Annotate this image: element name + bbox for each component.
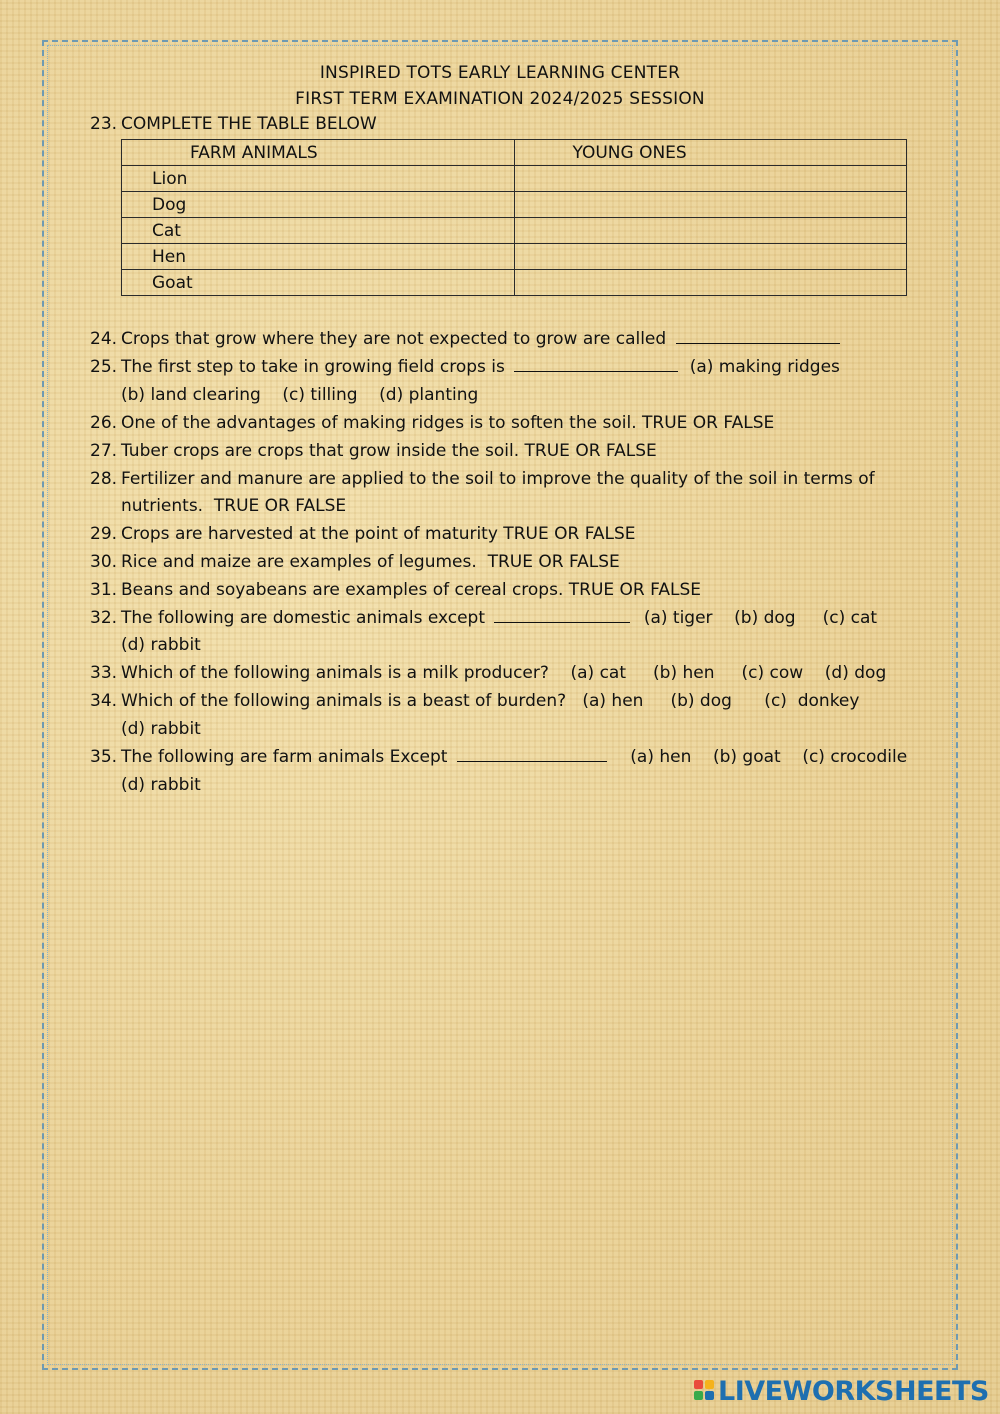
animal-cell: Hen [122,244,515,270]
option-text: (a) hen (b) goat (c) crocodile [630,747,908,767]
animal-cell: Goat [122,270,515,296]
question-number: 29. [90,524,118,544]
question-29 [90,524,636,544]
question-35 [90,747,907,767]
option-text: (a) making ridges [689,357,840,377]
instruction-text: COMPLETE THE TABLE BELOW [121,114,377,134]
young-one-answer-cell[interactable] [514,166,907,192]
question-number: 25. [90,357,118,377]
question-25 [90,357,840,377]
answer-blank[interactable] [457,747,607,762]
animal-cell: Cat [122,218,515,244]
answer-blank[interactable] [514,357,678,372]
answer-blank[interactable] [676,329,840,344]
question-number: 23. [90,114,118,134]
question-31 [90,580,701,600]
table-header-row [122,140,907,166]
question-text: Tuber crops are crops that grow inside the soil. TRUE OR FALSE [121,441,657,461]
question-32 [90,608,877,628]
table-row [122,218,907,244]
question-24 [90,329,840,349]
animal-cell: Lion [122,166,515,192]
answer-blank[interactable] [494,608,630,623]
question-text: The first step to take in growing field crops is [121,357,505,377]
table-row [122,192,907,218]
young-one-answer-cell[interactable] [514,218,907,244]
school-name: INSPIRED TOTS EARLY LEARNING CENTER [319,63,681,83]
question-number: 33. [90,663,118,683]
question-number: 28. [90,469,118,489]
exam-title: FIRST TERM EXAMINATION 2024/2025 SESSION [295,89,705,109]
question-text: The following are farm animals Except [121,747,448,767]
question-text: Crops that grow where they are not expected to grow are called [121,329,667,349]
question-text: Fertilizer and manure are applied to the soil to improve the quality of the soil in terms of [121,469,875,489]
question-number: 27. [90,441,118,461]
table-row [122,244,907,270]
question-32-options: (d) rabbit [121,635,201,655]
header-farm-animals: FARM ANIMALS [122,140,515,166]
option-text: (a) tiger (b) dog (c) cat [643,608,878,628]
young-one-answer-cell[interactable] [514,192,907,218]
animal-cell: Dog [122,192,515,218]
question-number: 26. [90,413,118,433]
question-text: Which of the following animals is a milk producer? (a) cat (b) hen (c) cow (d) dog [121,663,887,683]
question-34 [90,691,859,711]
question-text: The following are domestic animals except [121,608,486,628]
question-text: Beans and soyabeans are examples of cereal crops. TRUE OR FALSE [121,580,701,600]
question-30 [90,552,620,572]
question-text: Rice and maize are examples of legumes. TRUE OR FALSE [121,552,620,572]
question-33 [90,663,886,683]
question-text: Which of the following animals is a beast of burden? (a) hen (b) dog (c) donkey [121,691,860,711]
header-young-ones: YOUNG ONES [514,140,907,166]
question-34-options: (d) rabbit [121,719,201,739]
question-number: 35. [90,747,118,767]
question-28 [90,469,875,489]
table-row [122,166,907,192]
question-text: One of the advantages of making ridges is to soften the soil. TRUE OR FALSE [121,413,775,433]
liveworksheets-logo [694,1376,989,1406]
question-28-continued: nutrients. TRUE OR FALSE [121,496,347,516]
liveworksheets-wordmark: LIVEWORKSHEETS [718,1375,989,1407]
question-26 [90,413,774,433]
young-one-answer-cell[interactable] [514,244,907,270]
table-row [122,270,907,296]
animals-table [121,139,907,296]
question-number: 24. [90,329,118,349]
question-number: 30. [90,552,118,572]
section-instruction [90,114,377,134]
question-number: 34. [90,691,118,711]
young-one-answer-cell[interactable] [514,270,907,296]
question-25-options: (b) land clearing (c) tilling (d) planting [121,385,479,405]
question-27 [90,441,657,461]
question-number: 31. [90,580,118,600]
question-35-options: (d) rabbit [121,775,201,795]
liveworksheets-icon [694,1378,716,1404]
question-number: 32. [90,608,118,628]
question-text: Crops are harvested at the point of maturity TRUE OR FALSE [121,524,636,544]
